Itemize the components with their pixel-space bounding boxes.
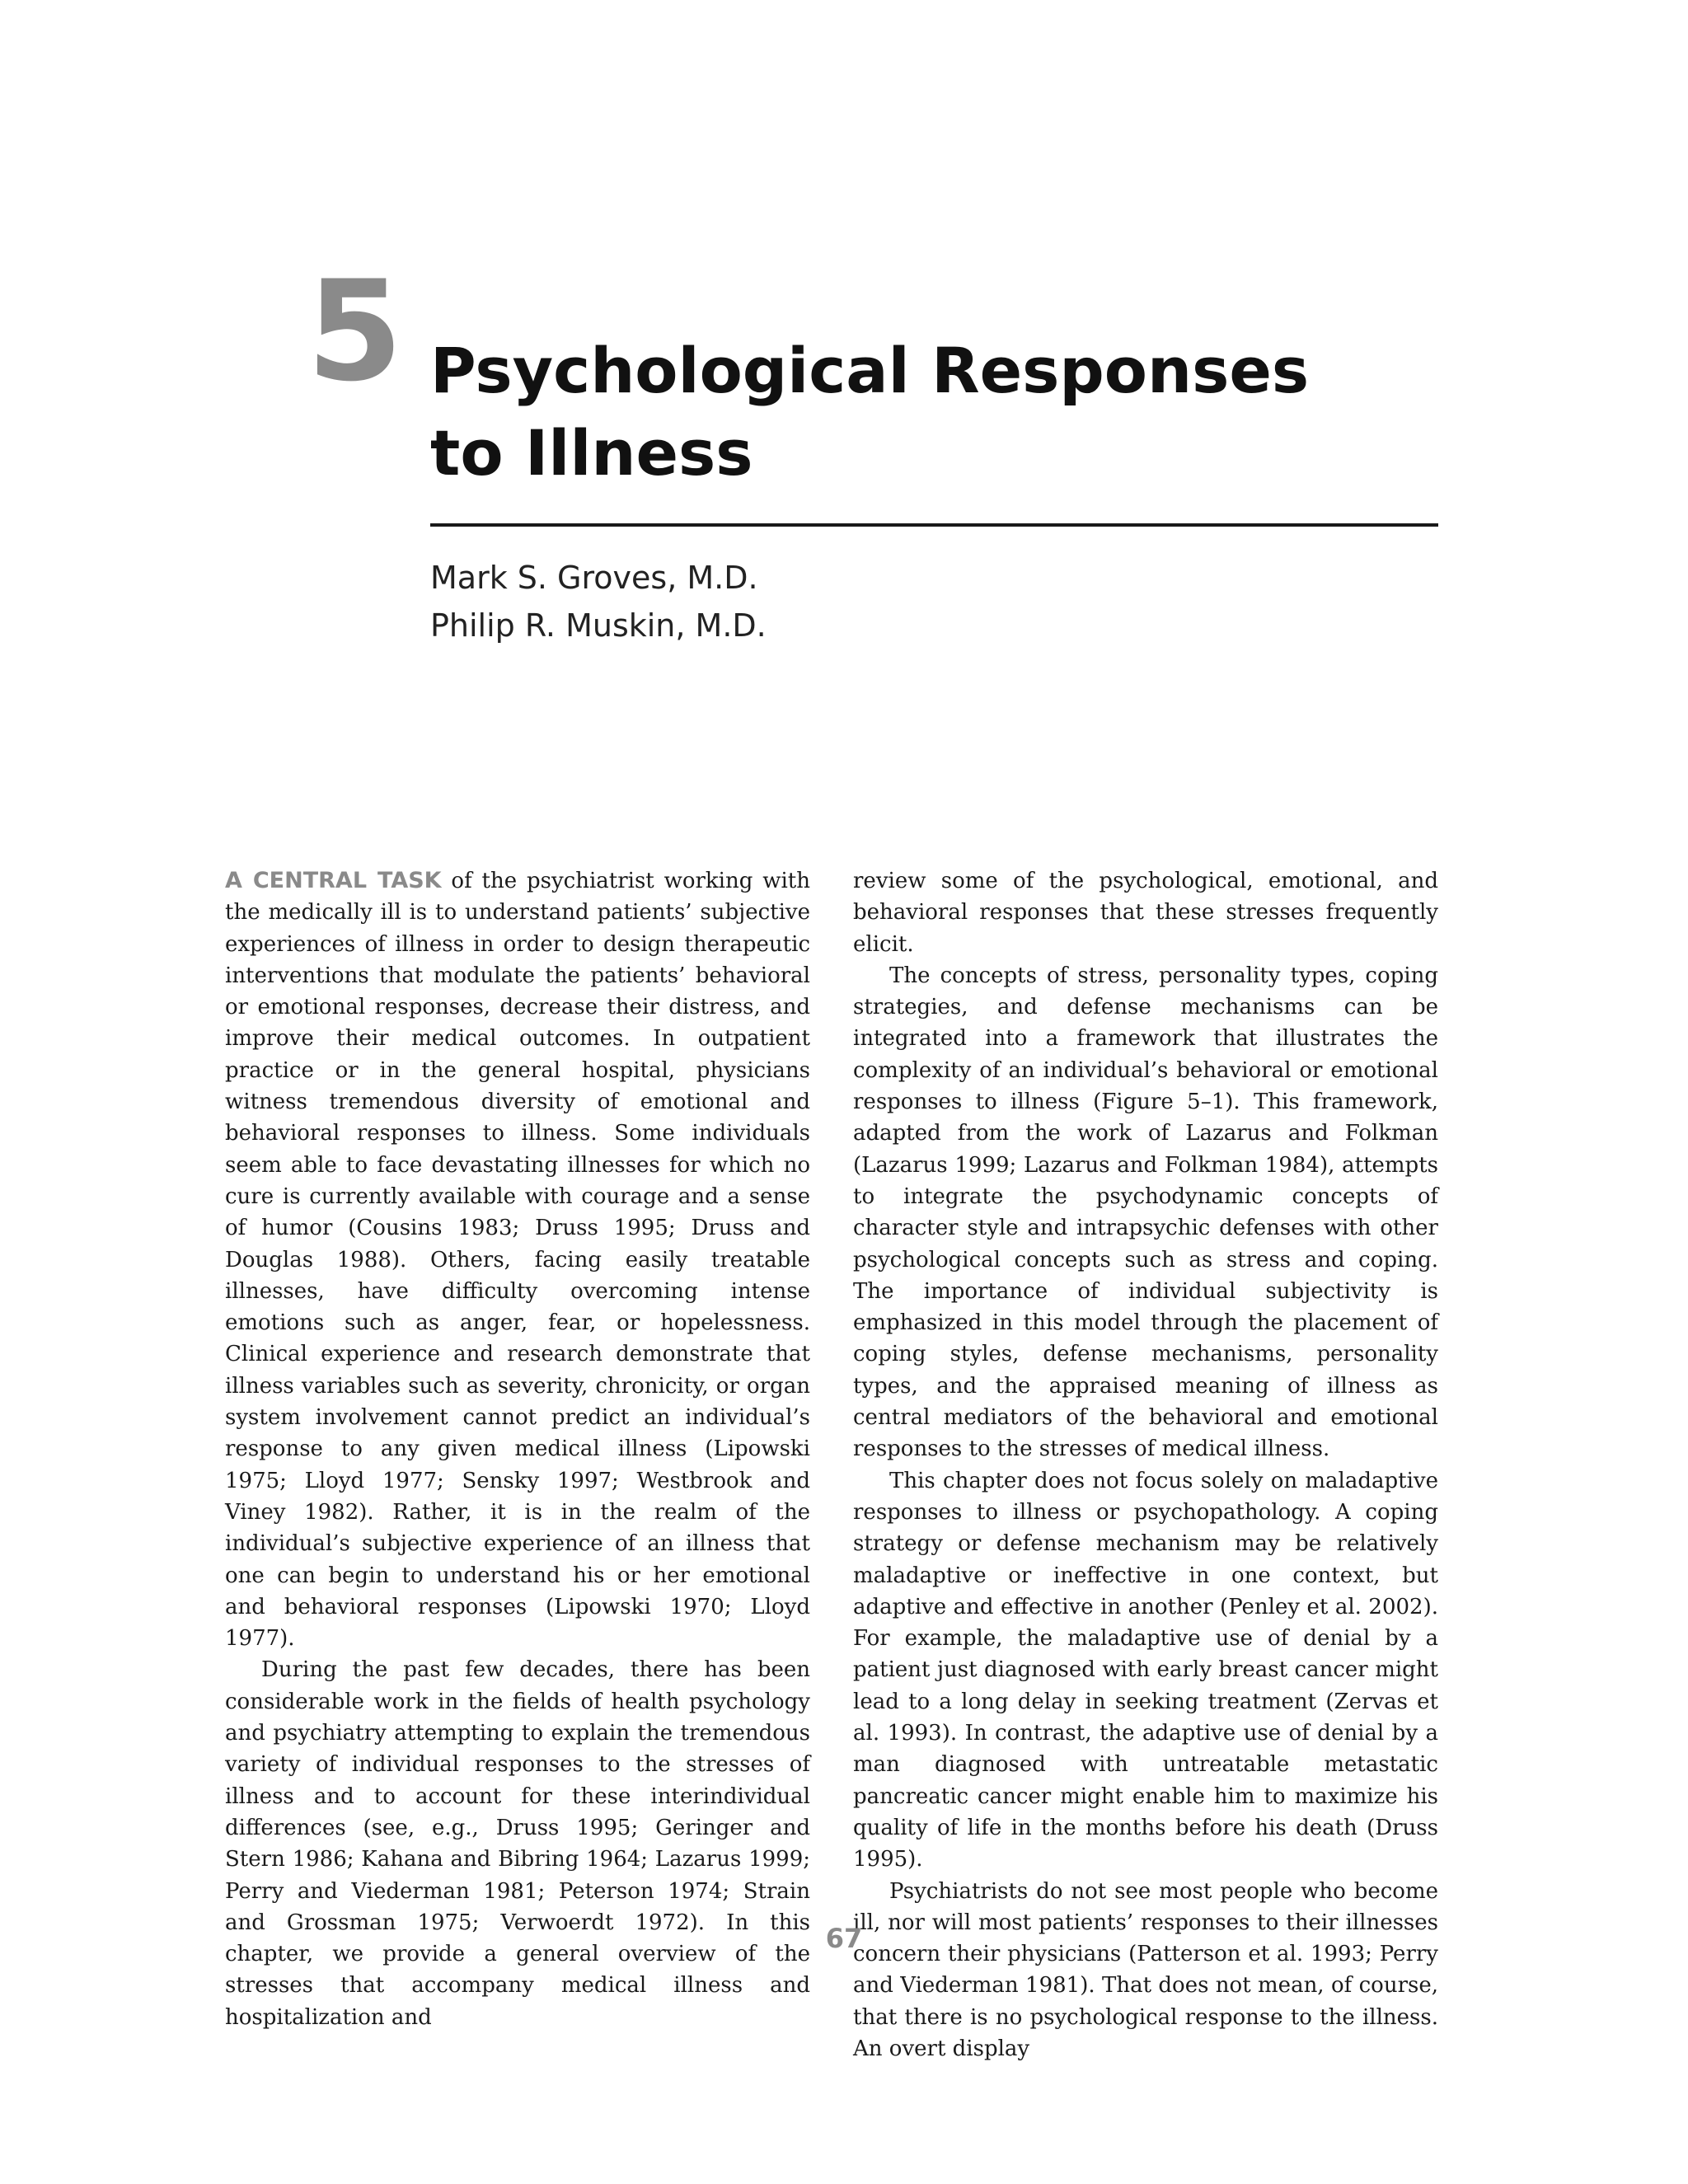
chapter-title-line-2: to Illness xyxy=(430,416,753,490)
paragraph-4: This chapter does not focus solely on maladaptive responses to illness or psychopathology. A coping strategy or defense mechanism may be relatively maladaptive or ineffective in one context, but adaptive and effective in another (Penley et al. 2002). For example, the maladaptive use of denial by a patient just diagnosed with early breast cancer might lead to a long delay in seeking treatment (Zervas et al. 1993). In contrast, the adaptive use of denial by a man diagnosed with untreatable metastatic pancreatic cancer might enable him to maximize his quality of life in the months before his death (Druss 1995). xyxy=(853,1468,1438,1872)
chapter-number: 5 xyxy=(307,251,403,412)
text-column-left xyxy=(225,865,810,2033)
title-divider xyxy=(430,523,1438,527)
paragraph-1 xyxy=(225,865,810,1654)
paragraph-3: The concepts of stress, personality types, coping strategies, and defense mechanisms can be integrated into a framework that illustrates the complexity of an individual’s behavioral or emotional responses to illness (Figure 5–1). This framework, adapted from the work of Lazarus and Folkman (Lazarus 1999; Lazarus and Folkman 1984), attempts to integrate the psychodynamic concepts of character style and intrapsychic defenses with other psychological concepts such as stress and coping. The importance of individual subjectivity is emphasized in this model through the placement of coping styles, defense mechanisms, personality types, and the appraised meaning of illness as central mediators of the behavioral and emotional responses to the stresses of medical illness. xyxy=(853,963,1438,1462)
page-number: 67 xyxy=(825,1923,863,1954)
paragraph-2: During the past few decades, there has been considerable work in the fields of health psychology and psychiatry attempting to explain the tremendous variety of individual responses to the stresses of illness and to account for these interindividual differences (see, e.g., Druss 1995; Geringer and Stern 1986; Kahana and Bibring 1964; Lazarus 1999; Perry and Viederman 1981; Peterson 1974; Strain and Grossman 1975; Verwoerdt 1972). In this chapter, we provide a general overview of the stresses that accompany medical illness and hospitalization and xyxy=(225,1657,810,2030)
author-1: Mark S. Groves, M.D. xyxy=(430,560,758,596)
author-list xyxy=(430,554,767,649)
text-column-right xyxy=(853,865,1438,2064)
author-2: Philip R. Muskin, M.D. xyxy=(430,607,767,644)
chapter-title xyxy=(430,330,1452,494)
paragraph-5: Psychiatrists do not see most people who become ill, nor will most patients’ responses to their illnesses concern their physicians (Patterson et al. 1993; Perry and Viederman 1981). That does not mean, of course, that there is no psychological response to the illness. An overt display xyxy=(853,1878,1438,2061)
lead-in: A CENTRAL TASK xyxy=(225,868,442,893)
chapter-title-line-1: Psychological Responses xyxy=(430,334,1310,407)
paragraph-2-continued: review some of the psychological, emotional, and behavioral responses that these stresses frequently elicit. xyxy=(853,869,1438,957)
paragraph-1-text: of the psychiatrist working with the medically ill is to understand patients’ subjective experiences of illness in order to design therapeutic interventions that modulate the patients’ behavioral or emotional responses, decrease their distress, and improve their medical outcomes. In outpatient practice or in the general hospital, physicians witness tremendous diversity of emotional and behavioral responses to illness. Some individuals seem able to face devastating illnesses for which no cure is currently available with courage and a sense of humor (Cousins 1983; Druss 1995; Druss and Douglas 1988). Others, facing easily treatable illnesses, have difficulty overcoming intense emotions such as anger, fear, or hopelessness. Clinical experience and research demonstrate that illness variables such as severity, chronicity, or organ system involvement cannot predict an individual’s response to any given medical illness (Lipowski 1975; Lloyd 1977; Sensky 1997; Westbrook and Viney 1982). Rather, it is in the realm of the individual’s subjective experience of an illness that one can begin to understand his or her emotional and behavioral responses (Lipowski 1970; Lloyd 1977). xyxy=(225,869,810,1652)
